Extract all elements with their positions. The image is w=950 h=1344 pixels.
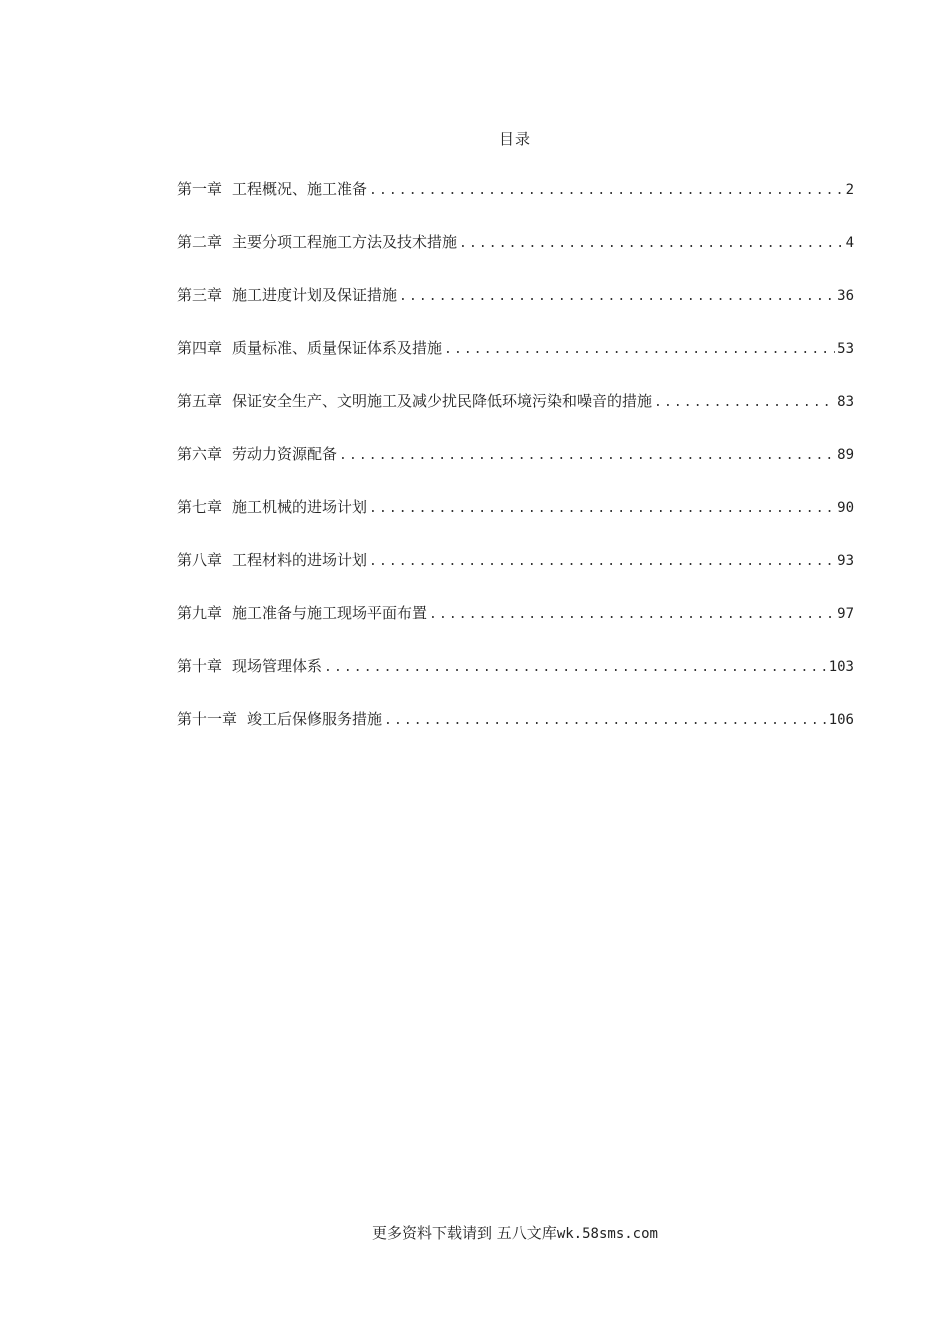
toc-entry[interactable] xyxy=(177,284,854,337)
toc-entry[interactable] xyxy=(177,231,854,284)
toc-chapter-heading: 劳动力资源配备 xyxy=(232,445,338,463)
toc-page-number: 103 xyxy=(828,659,854,675)
toc-entry[interactable] xyxy=(177,178,854,231)
footer-text: 更多资料下载请到 五八文库 xyxy=(372,1224,557,1242)
toc-page-number: 2 xyxy=(845,182,854,198)
toc-chapter-heading: 施工准备与施工现场平面布置 xyxy=(232,604,428,622)
toc-chapter-number: 第十章 xyxy=(177,657,223,675)
toc-dot-leader xyxy=(654,395,835,410)
toc-dot-leader xyxy=(324,660,827,675)
toc-entry[interactable] xyxy=(177,549,854,602)
toc-chapter-number: 第三章 xyxy=(177,286,223,304)
toc-chapter-heading: 工程材料的进场计划 xyxy=(232,551,368,569)
toc-dot-leader xyxy=(384,713,827,728)
toc-chapter-heading: 现场管理体系 xyxy=(232,657,323,675)
toc-chapter-heading: 施工机械的进场计划 xyxy=(232,498,368,516)
toc-dot-leader xyxy=(369,501,835,516)
toc-title: 目录 xyxy=(498,130,531,148)
toc-dot-leader xyxy=(444,342,835,357)
toc-page-number: 106 xyxy=(828,712,854,728)
page-footer xyxy=(0,1222,950,1243)
toc-chapter-number: 第六章 xyxy=(177,445,223,463)
toc-chapter-number: 第一章 xyxy=(177,180,223,198)
toc-chapter-number: 第四章 xyxy=(177,339,223,357)
toc-dot-leader xyxy=(429,607,835,622)
toc-dot-leader xyxy=(369,554,835,569)
toc-page-number: 97 xyxy=(837,606,854,622)
toc-dot-leader xyxy=(399,289,835,304)
toc-entry[interactable] xyxy=(177,602,854,655)
footer-site-link[interactable]: wk.58sms.com xyxy=(556,1226,658,1242)
toc-chapter-heading: 工程概况、施工准备 xyxy=(232,180,368,198)
toc-entry[interactable] xyxy=(177,655,854,708)
toc-entry[interactable] xyxy=(177,390,854,443)
toc-chapter-heading: 质量标准、质量保证体系及措施 xyxy=(232,339,443,357)
toc-page-number: 89 xyxy=(837,447,854,463)
toc-chapter-number: 第十一章 xyxy=(177,710,238,728)
toc-chapter-number: 第七章 xyxy=(177,498,223,516)
toc-chapter-number: 第二章 xyxy=(177,233,223,251)
toc-entry[interactable] xyxy=(177,708,854,761)
toc-dot-leader xyxy=(369,183,844,198)
toc-page-number: 36 xyxy=(837,288,854,304)
toc-chapter-number: 第八章 xyxy=(177,551,223,569)
toc-chapter-number: 第五章 xyxy=(177,392,223,410)
toc-entry[interactable] xyxy=(177,496,854,549)
toc-dot-leader xyxy=(339,448,835,463)
toc-page-number: 90 xyxy=(837,500,854,516)
toc-chapter-heading: 主要分项工程施工方法及技术措施 xyxy=(232,233,458,251)
toc-dot-leader xyxy=(459,236,844,251)
toc-entry[interactable] xyxy=(177,337,854,390)
toc-chapter-heading: 竣工后保修服务措施 xyxy=(247,710,383,728)
toc-page-number: 53 xyxy=(837,341,854,357)
toc-page-number: 83 xyxy=(837,394,854,410)
toc-chapter-heading: 保证安全生产、文明施工及减少扰民降低环境污染和噪音的措施 xyxy=(232,392,653,410)
table-of-contents xyxy=(177,178,854,761)
toc-chapter-heading: 施工进度计划及保证措施 xyxy=(232,286,398,304)
toc-page-number: 93 xyxy=(837,553,854,569)
toc-chapter-number: 第九章 xyxy=(177,604,223,622)
toc-entry[interactable] xyxy=(177,443,854,496)
toc-page-number: 4 xyxy=(845,235,854,251)
